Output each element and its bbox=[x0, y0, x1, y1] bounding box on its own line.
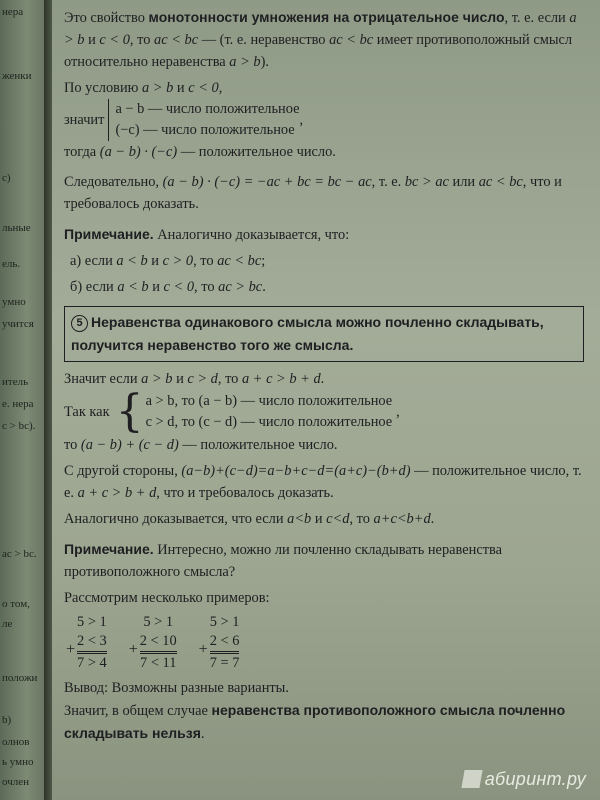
system-line: (−c) — число положительное bbox=[115, 122, 295, 138]
math: a + c > b + d bbox=[77, 485, 157, 501]
text: , то bbox=[193, 253, 218, 269]
text: тогда bbox=[64, 144, 100, 160]
math: bc > ac bbox=[404, 174, 449, 190]
text: . bbox=[430, 511, 435, 527]
math: a > b bbox=[64, 10, 577, 48]
then-line bbox=[64, 141, 584, 163]
math: c<d bbox=[326, 511, 350, 527]
text: , то bbox=[349, 511, 374, 527]
text: — (т. е. неравенство bbox=[198, 32, 330, 48]
page-content bbox=[64, 6, 584, 745]
labirint-logo-icon bbox=[461, 770, 482, 788]
example-line: 2 < 3 bbox=[77, 632, 107, 652]
math: a+c<b+d bbox=[373, 511, 431, 527]
left-page-fragment: ь умно bbox=[2, 756, 34, 768]
text: , что и требовалось доказать. bbox=[156, 485, 334, 501]
then-label: значит bbox=[64, 112, 105, 128]
math: c < 0 bbox=[188, 80, 219, 96]
text: и bbox=[84, 32, 100, 48]
text: а) если bbox=[70, 253, 117, 269]
left-page-fragment: умно bbox=[2, 296, 26, 308]
text: — положительное число. bbox=[178, 437, 338, 453]
note-1 bbox=[64, 223, 584, 246]
text: Следовательно, bbox=[64, 174, 163, 190]
text: и bbox=[147, 253, 163, 269]
math: c > 0 bbox=[162, 253, 194, 269]
note-label: Примечание. bbox=[64, 541, 154, 557]
text: По условию bbox=[64, 80, 142, 96]
sum-line bbox=[64, 434, 584, 456]
text: Интересно, можно ли почленно складывать неравенства противоположного смысла? bbox=[64, 542, 502, 580]
left-page-fragment: c) bbox=[2, 172, 11, 184]
term-bold: монотонности умножения на отрицательное число bbox=[148, 9, 505, 25]
example-sum bbox=[66, 613, 107, 673]
left-page-edge bbox=[0, 0, 44, 800]
math: a > b bbox=[141, 371, 173, 387]
output-line: Вывод: Возможны разные варианты. bbox=[64, 680, 289, 696]
then-block bbox=[64, 99, 584, 141]
text: ). bbox=[260, 54, 269, 70]
term-bold: неравенства противоположного смысла почленно складывать нельзя bbox=[64, 702, 566, 741]
rule-5-box bbox=[64, 306, 584, 362]
math: ac > bc bbox=[218, 279, 263, 295]
example-line: 5 > 1 bbox=[209, 614, 240, 630]
note-2 bbox=[64, 538, 584, 583]
example-line: 2 < 10 bbox=[140, 632, 177, 652]
left-page-fragment: лe bbox=[2, 618, 13, 630]
text: . bbox=[262, 279, 266, 295]
other-side-paragraph bbox=[64, 460, 584, 504]
math: ac < bc bbox=[478, 174, 523, 190]
text: ; bbox=[261, 253, 266, 269]
left-page-fragment: олнов bbox=[2, 736, 30, 748]
text: — положительное число, т. е. bbox=[64, 463, 582, 501]
text: , то bbox=[194, 279, 219, 295]
text: и bbox=[173, 80, 189, 96]
curly-brace-icon: { bbox=[115, 386, 144, 437]
text: , bbox=[299, 112, 304, 128]
since-label: Так как bbox=[64, 404, 110, 420]
left-page-fragment: положи bbox=[2, 672, 38, 684]
text: то bbox=[64, 437, 81, 453]
left-page-fragment: женки bbox=[2, 70, 32, 82]
text: , bbox=[218, 80, 223, 96]
watermark bbox=[463, 769, 586, 790]
text: . bbox=[320, 371, 325, 387]
text: имеет противоположный смысл относительно неравенства bbox=[64, 32, 573, 70]
text: , что и требовалось доказать. bbox=[64, 174, 562, 212]
text: . bbox=[200, 726, 205, 742]
similarly-line bbox=[64, 508, 584, 530]
conclusion-paragraph bbox=[64, 171, 584, 215]
math: ac < bc bbox=[217, 253, 262, 269]
example-line: 5 > 1 bbox=[143, 614, 174, 630]
text: , то bbox=[129, 32, 155, 48]
left-page-fragment: ac > bc. bbox=[2, 548, 37, 560]
text: и bbox=[311, 511, 327, 527]
text: б) если bbox=[70, 279, 118, 295]
text: и bbox=[172, 371, 188, 387]
math: (a − b) + (c − d) bbox=[80, 437, 179, 453]
bar-system bbox=[108, 99, 299, 141]
text: Значит, в общем случае bbox=[64, 703, 212, 719]
text: или bbox=[448, 174, 479, 190]
example-sum bbox=[199, 613, 240, 673]
left-page-fragment: нера bbox=[2, 6, 24, 18]
left-page-fragment: итель bbox=[2, 376, 29, 388]
math: ac < bc bbox=[154, 32, 199, 48]
math: (a−b)+(c−d)=a−b+c−d=(a+c)−(b+d) bbox=[181, 463, 411, 479]
left-page-fragment: учится bbox=[2, 318, 34, 330]
text: Значит если bbox=[64, 371, 142, 387]
note-label: Примечание. bbox=[64, 226, 154, 242]
example-line: 2 < 6 bbox=[210, 632, 240, 652]
plus-sign: + bbox=[66, 641, 76, 658]
math: c < 0 bbox=[99, 32, 130, 48]
consider-line: Рассмотрим несколько примеров: bbox=[64, 590, 270, 606]
left-page-fragment: c > bc). bbox=[2, 420, 36, 432]
math: a + c > b + d bbox=[241, 371, 321, 387]
text: и bbox=[148, 279, 164, 295]
plus-sign: + bbox=[198, 641, 208, 658]
math: a > b bbox=[229, 54, 261, 70]
examples-row bbox=[64, 613, 584, 673]
final-paragraph bbox=[64, 699, 584, 745]
example-result: 7 > 4 bbox=[77, 655, 107, 671]
math: a > b bbox=[142, 80, 174, 96]
math: a<b bbox=[287, 511, 312, 527]
math: c > d bbox=[187, 371, 218, 387]
left-page-fragment: b) bbox=[2, 714, 12, 726]
left-page-fragment: льные bbox=[2, 222, 31, 234]
text: , то bbox=[217, 371, 242, 387]
text: Аналогично доказывается, что: bbox=[153, 227, 350, 243]
text: , т. е. bbox=[371, 174, 405, 190]
textbook-page bbox=[52, 0, 600, 800]
plus-sign: + bbox=[128, 641, 138, 658]
condition-line bbox=[64, 77, 584, 99]
text: Аналогично доказывается, что если bbox=[64, 511, 288, 527]
system-line: a − b — число положительное bbox=[115, 101, 300, 117]
left-page-fragment: о том, bbox=[2, 598, 30, 610]
note-1-case-a bbox=[64, 250, 584, 272]
rule-number-badge: 5 bbox=[71, 315, 88, 332]
math: (a − b) · (−c) = −ac + bc = bc − ac bbox=[162, 174, 372, 190]
text: С другой стороны, bbox=[64, 463, 182, 479]
example-line: 5 > 1 bbox=[77, 614, 107, 630]
left-page-fragment: ель. bbox=[2, 258, 21, 270]
text: , т. е. если bbox=[504, 10, 570, 26]
math: c < 0 bbox=[163, 279, 195, 295]
example-result: 7 < 11 bbox=[140, 655, 177, 671]
watermark-text: абиринт.ру bbox=[484, 769, 586, 789]
brace-system bbox=[146, 391, 393, 433]
book-gutter bbox=[44, 0, 52, 800]
monotonicity-paragraph bbox=[64, 6, 584, 73]
since-block bbox=[64, 386, 584, 437]
math: ac < bc bbox=[329, 32, 374, 48]
text: Это свойство bbox=[64, 10, 149, 26]
math: a < b bbox=[116, 253, 148, 269]
system-line: a > b, то (a − b) — число положительное bbox=[145, 393, 393, 409]
text: — положительное число. bbox=[177, 144, 336, 160]
system-line: c > d, то (c − d) — число положительное bbox=[145, 414, 393, 430]
example-result: 7 = 7 bbox=[209, 655, 240, 671]
math: (a − b) · (−c) bbox=[99, 144, 178, 160]
example-sum bbox=[129, 613, 177, 673]
left-page-fragment: е. нера bbox=[2, 398, 34, 410]
text: , bbox=[396, 404, 400, 420]
left-page-fragment: очлен bbox=[2, 776, 30, 788]
note-1-case-b bbox=[64, 276, 584, 298]
rule-text: Неравенства одинакового смысла можно почленно складывать, получится неравенство того же смысла. bbox=[71, 314, 544, 353]
math: a < b bbox=[117, 279, 149, 295]
